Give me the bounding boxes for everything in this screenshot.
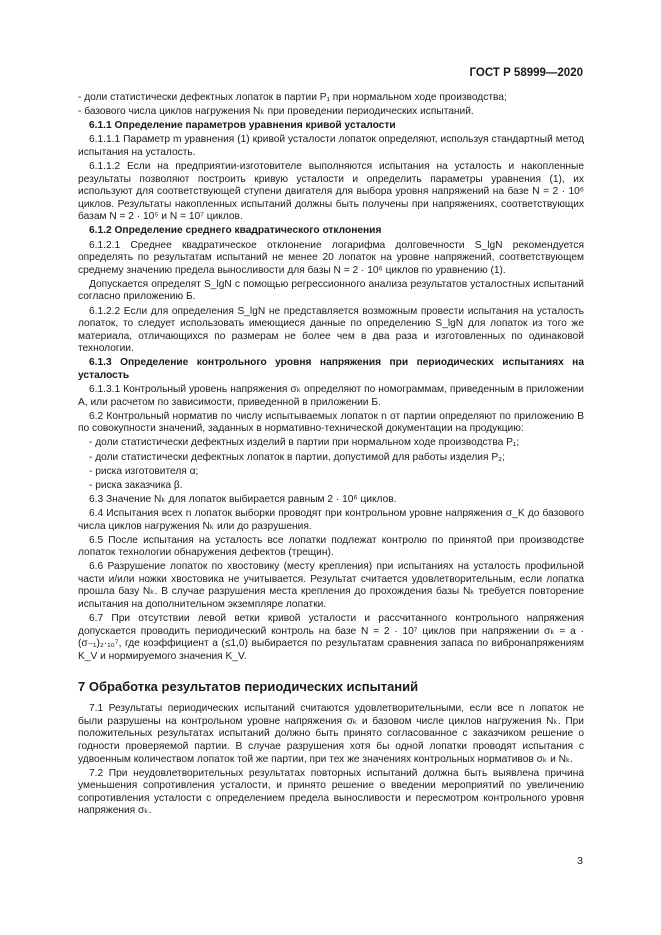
paragraph: Допускается определят S_lgN с помощью регрессионного анализа результатов усталостных испытаний согласно приложению Б. [78,278,584,303]
paragraph: - риска изготовителя α; [89,465,199,477]
paragraph: 6.1.3.1 Контрольный уровень напряжения σₖ определяют по номограммам, приведенным в приложении А, или расчетом по зависимости, приведенной в приложении Б. [78,384,584,408]
paragraph: 6.3 Значение Nₖ для лопаток выбирается равным 2 · 10⁶ циклов. [89,493,397,505]
paragraph: - доли статистически дефектных изделий в партии при нормальном ходе производства P₁; [89,437,520,449]
subsection-heading: 6.1.2 Определение среднего квадратического отклонения [89,225,382,237]
paragraph: 6.1.1.1 Параметр m уравнения (1) кривой усталости лопаток определяют, используя стандартный метод испытания на усталость. [78,134,584,158]
section-heading: 7 Обработка результатов периодических испытаний [78,678,419,694]
paragraph: - доли статистически дефектных лопаток в партии P₁ при нормальном ходе производства; [78,92,507,103]
paragraph: 7.2 При неудовлетворительных результатах повторных испытаний должна быть выявлена причина уменьшения сопротивления усталости, и принято решение о введении мероприятий по увеличению сопротивления усталости с определением предела выносливости и пересмотром контрольного уровня напряжения σₖ. [78,767,584,817]
paragraph: 6.1.2.2 Если для определения S_lgN не представляется возможным провести испытания на усталость лопаток, то следует использовать имеющиеся данные по определению S_lgN для лопаток из того же материала, отличающихся по размерам не более чем в два раза и изготовленных по одинаковой технологии. [78,305,584,355]
paragraph: - риска заказчика β. [89,479,183,491]
paragraph: 6.1.2.1 Среднее квадратическое отклонение логарифма долговечности S_lgN рекомендуется определять по результатам испытаний не менее 20 лопаток на уровне напряжений, соответствующем среднему значению предела выносливости для базы N = 2 · 10⁶ циклов по уравнению (1). [78,239,584,276]
paragraph: - базового числа циклов нагружения Nₖ при проведении периодических испытаний. [78,106,474,118]
paragraph: 6.1.1.2 Если на предприятии-изготовителе выполняются испытания на усталость и накопленные результаты позволяют построить кривую усталости и определить параметры уравнения (1), их используют для соответствующей ступени двигателя для выбора уровня напряжений на базе N = 2 · 10⁶ циклов. Результаты накопленных испытаний должны быть получены при напряжениях, соответствующих базам N = 2 · 10⁵ и N = 10⁷ циклов. [78,160,584,223]
paragraph: 6.4 Испытания всех n лопаток выборки проводят при контрольном уровне напряжения σ_K до базового числа циклов нагружения Nₖ или до разрушения. [78,507,584,532]
subsection-heading: 6.1.3 Определение контрольного уровня напряжения при периодических испытаниях на усталость [78,357,584,381]
subsection-heading: 6.1.1 Определение параметров уравнения кривой усталости [89,120,396,132]
paragraph: 6.2 Контрольный норматив по числу испытываемых лопаток n от партии определяют по приложению В по совокупности значений, заданных в нормативно-технической документации на продукцию: [78,410,584,435]
paragraph: 6.5 После испытания на усталость все лопатки подлежат контролю по принятой при производстве лопаток технологии обнаружения дефектов (трещин). [78,534,584,559]
paragraph: 7.1 Результаты периодических испытаний считаются удовлетворительными, если все n лопаток не были разрушены на контрольном уровне напряжения σₖ и базовом числе циклов нагружения Nₖ. При положительных результатах испытаний должно быть принято согласованное с заказчиком решение о годности проверяемой партии. В случае разрушения хотя бы одной лопатки проводят испытания с удвоенным количеством лопаток той же партии, при тех же значениях контрольных нормативов σₖ и Nₖ. [78,703,584,765]
page-number: 3 [577,855,583,867]
document-header: ГОСТ Р 58999—2020 [469,67,583,79]
paragraph: 6.6 Разрушение лопаток по хвостовику (месту крепления) при испытаниях на усталость профильной части и/или ножки хвостовика не учитывается. Результат считается удовлетворительным, если лопатка прошла базу Nₖ. В случае разрушения места крепления до прохождения базы Nₖ требуется повторение испытания на дополнительном экземпляре лопатки. [78,561,584,611]
paragraph: - доли статистически дефектных лопаток в партии, допустимой для работы изделия P₂; [89,451,505,463]
document-body [78,92,584,819]
paragraph: 6.7 При отсутствии левой ветки кривой усталости и рассчитанного контрольного напряжения допускается проводить периодический контроль на базе N = 2 · 10⁷ циклов при напряжении σₖ = a · (σ₋₁)₂·₁₀⁷, где коэффициент a (≤1,0) выбирается по результатам сравнения запаса по вибронапряжениям K_V и нормируемого значения K_V. [78,613,584,662]
